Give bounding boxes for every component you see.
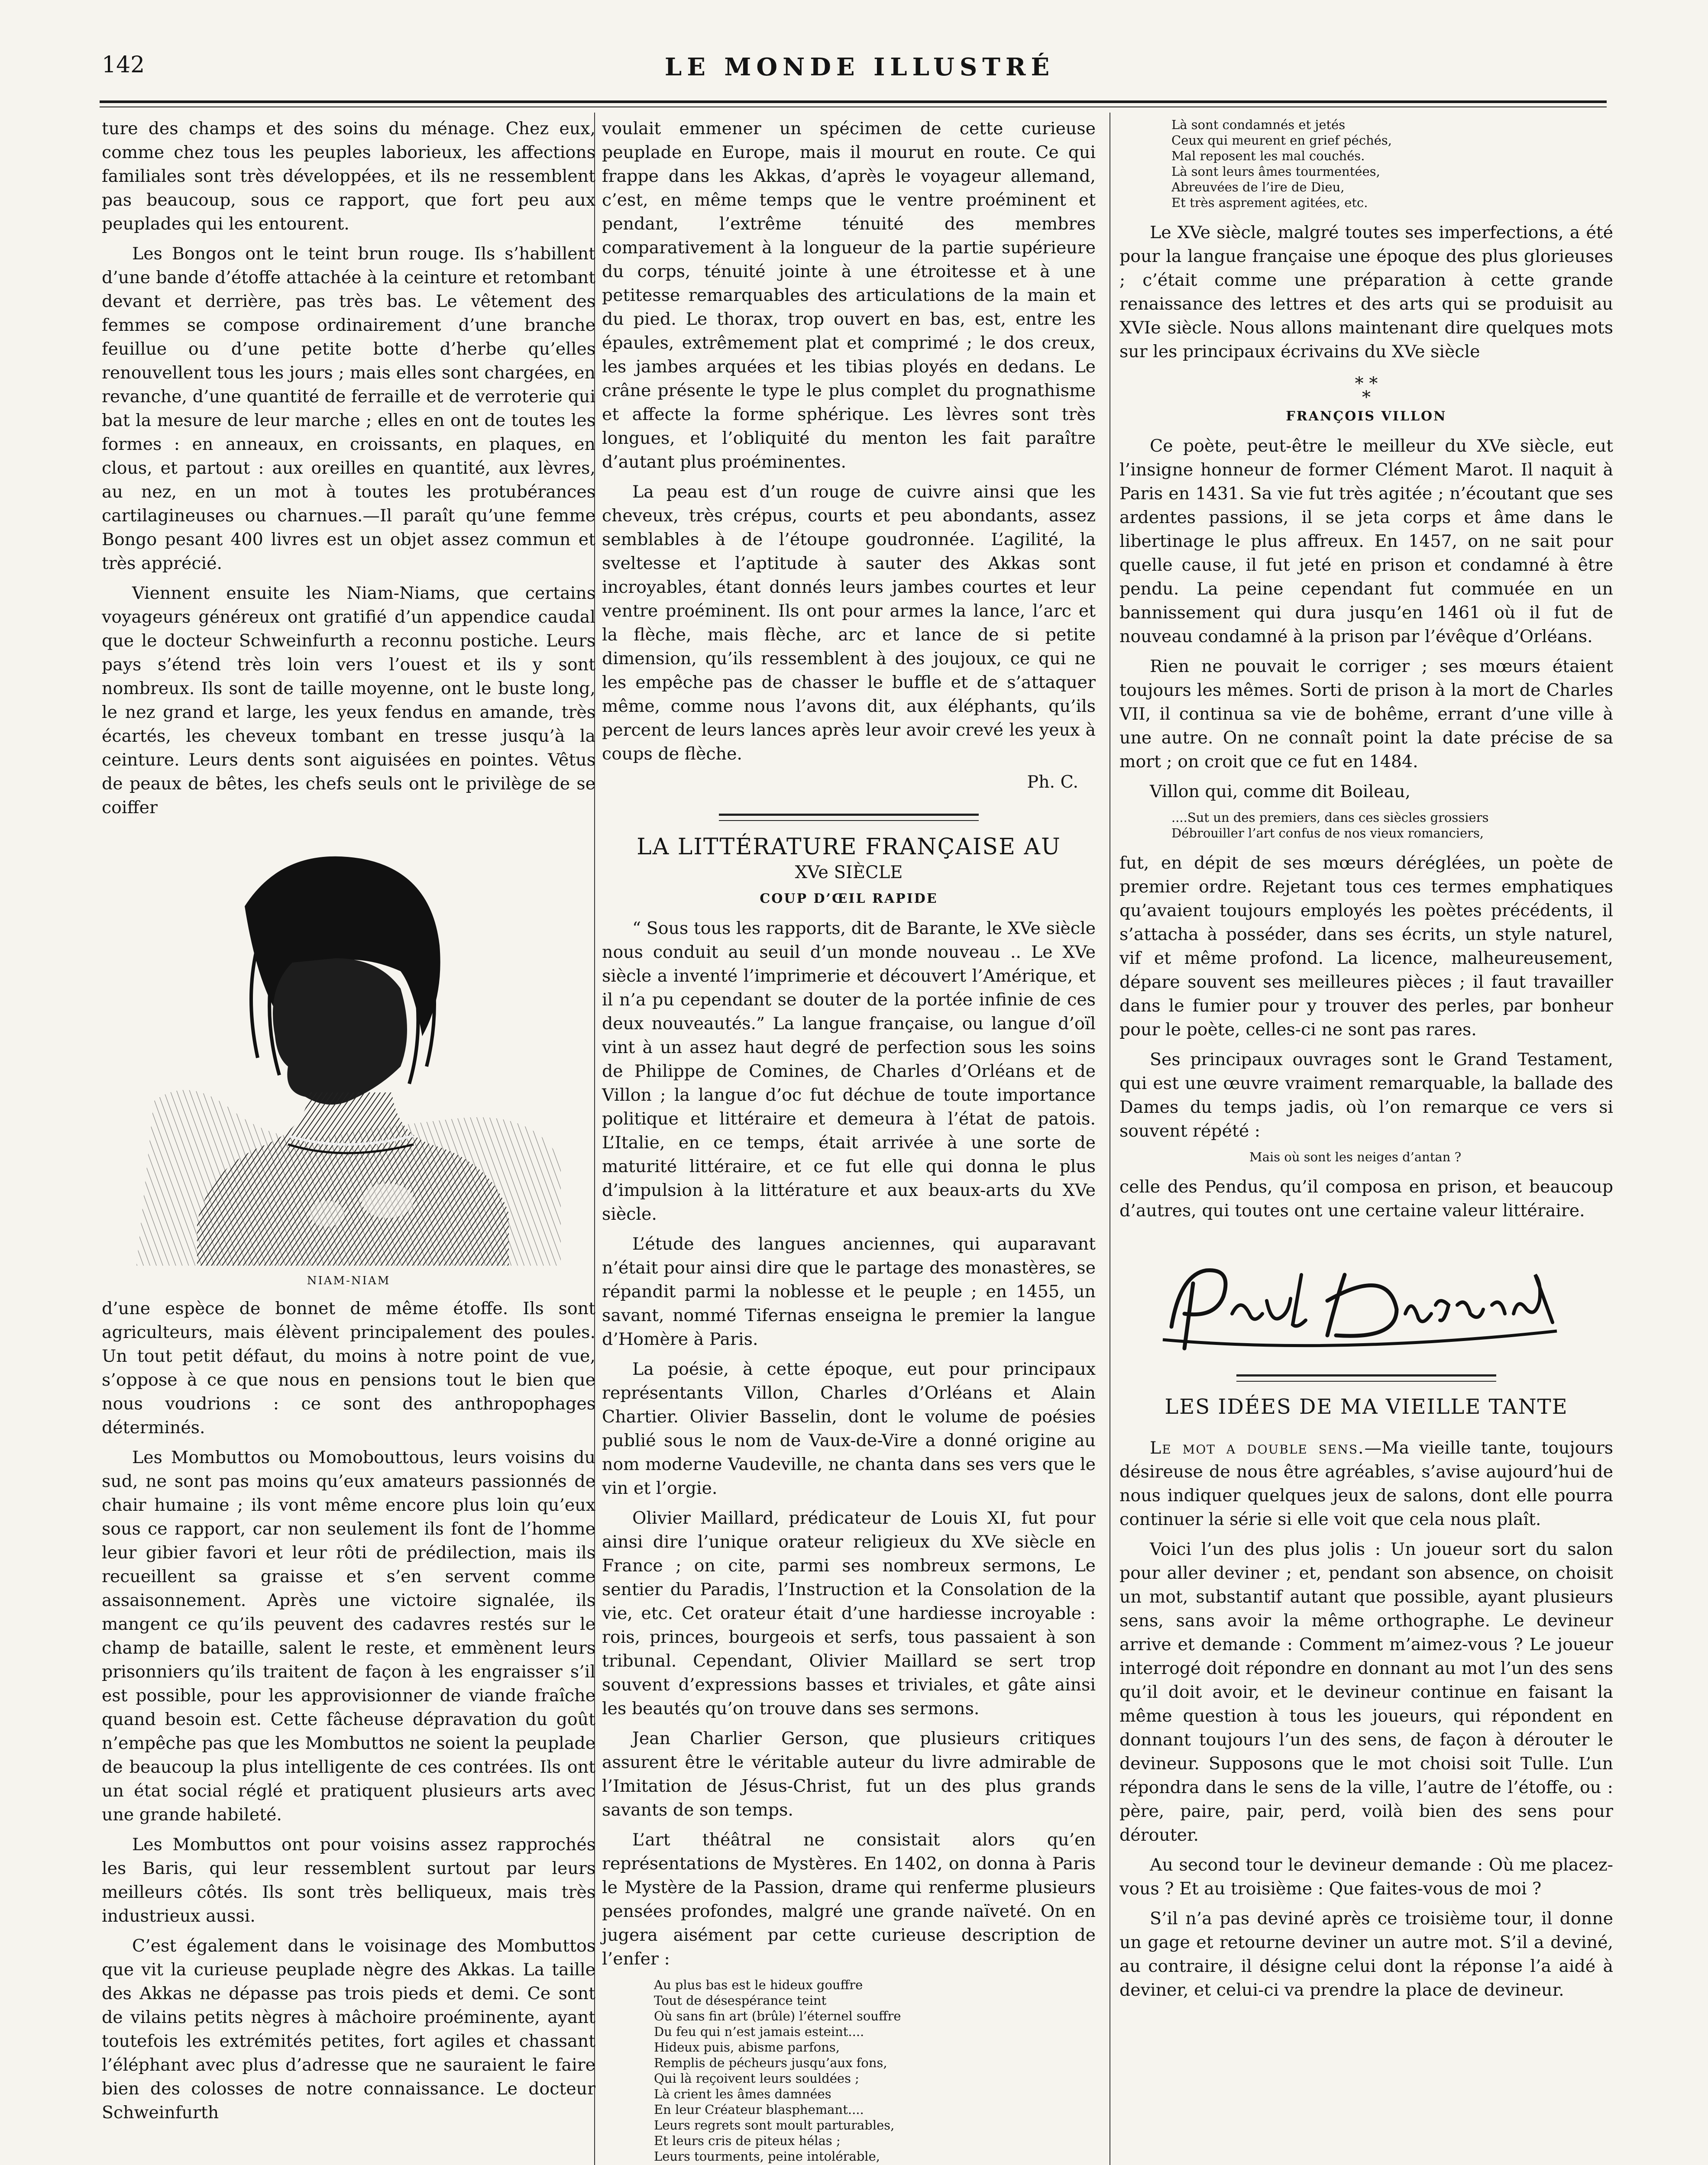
masthead: LE MONDE ILLUSTRÉ <box>664 53 1055 81</box>
paragraph: celle des Pendus, qu’il composa en prison, et beaucoup d’autres, qui toutes ont une certaine valeur littéraire. <box>1119 1177 1613 1221</box>
paragraph: Le XVe siècle, malgré toutes ses imperfections, a été pour la langue française une époque des plus glorieuses ; c’était comme une préparation à cette grande renaissance des lettres et des arts qui se produisit au XVIe siècle. Nous allons maintenant dire quelques mots sur les principaux écrivains du XVe siècle <box>1119 223 1613 362</box>
header-rule <box>100 100 1607 103</box>
verse-quote: Mais où sont les neiges d’antan ? <box>1249 1150 1462 1164</box>
article-title: LES IDÉES DE MA VIEILLE TANTE <box>1165 1395 1568 1419</box>
paragraph: Les Mombuttos ou Momobouttous, leurs voisins du sud, ne sont pas moins qu’eux amateurs passionnés de chair humaine ; ils vont même encore plus loin qu’eux sous ce rapport, car non seulement ils font de l’homme leur gibier favori et leur rôti de prédilection, mais ils recueillent sa graisse et s’en servent comme assaisonnement. Après une victoire signalée, ils mangent ce qu’ils peuvent des cadavres restés sur le champ de bataille, salent le reste, et emmènent leurs prisonniers qu’ils traitent de façon à les engraisser s’il est possible, pour les approvisionner de viande fraîche quand besoin est. Cette fâcheuse dépravation du goût n’empêche pas que les Mombuttos ne soient la peuplade de beaucoup la plus intelligente de ces contrées. Ils ont un état social réglé et pratiquent plusieurs arts avec une grande habileté. <box>102 1448 595 1825</box>
paragraph: L’art théâtral ne consistait alors qu’en représentations de Mystères. En 1402, on donna à Paris le Mystère de la Passion, drame qui renferme plusieurs pensées profondes, malgré une grande naïveté. On en jugera aisément par cette curieuse description de l’enfer : <box>602 1830 1096 1969</box>
paragraph: La poésie, à cette époque, eut pour principaux représentants Villon, Charles d’Orléans et Alain Chartier. Olivier Basselin, dont le volume de poésies publié sous le nom de Vaux-de-Vire a donné origine au nom moderne Vaudeville, ne chanta dans ses vers que le vin et l’orgie. <box>602 1359 1096 1498</box>
verse-quote: ....Sut un des premiers, dans ces siècles grossiers Débrouiller l’art confus de nos vieux romanciers, <box>1171 810 1489 840</box>
paragraph: Ses principaux ouvrages sont le Grand Testament, qui est une œuvre vraiment remarquable, la ballade des Dames du temps jadis, où l’on remarque ce vers si souvent répété : <box>1119 1050 1613 1141</box>
column-2 <box>602 117 1096 2165</box>
section-rule-thin <box>1236 1381 1496 1382</box>
paragraph: Les Bongos ont le teint brun rouge. Ils s’habillent d’une bande d’étoffe attachée à la ceinture et retombant devant et derrière, pas très bas. Le vêtement des femmes se compose ordinairement d’une branche feuillue ou d’une petite botte d’herbe qu’elles renouvellent tous les jours ; mais elles sont chargées, en revanche, d’une quantité de ferraille et de verroterie qui bat la mesure de leur marche ; elles en ont de toutes les formes : en anneaux, en croissants, en plaques, en clous, et partout : aux oreilles en quantité, aux lèvres, au nez, en un mot à toutes les protubérances cartilagineuses ou charnues.—Il paraît qu’une femme Bongo pesant 400 livres est un objet assez commun et très apprécié. <box>102 244 595 573</box>
paragraph: Jean Charlier Gerson, que plusieurs critiques assurent être le véritable auteur du livre admirable de l’Imitation de Jésus-Christ, fut un des plus grands savants de son temps. <box>602 1729 1096 1820</box>
paragraph: L’étude des langues anciennes, qui auparavant n’était pour ainsi dire que le partage des monastères, se répandit parmi la noblesse et le peuple ; en 1455, un savant, nommé Tifernas enseigna le premier la langue d’Homère à Paris. <box>602 1234 1096 1349</box>
article-title-line2: XVe SIÈCLE <box>795 863 903 882</box>
paragraph: Rien ne pouvait le corriger ; ses mœurs étaient toujours les mêmes. Sorti de prison à la mort de Charles VII, il continua sa vie de bohême, errant d’une ville à une autre. On ne connaît point la date précise de sa mort ; on croit que ce fut en 1484. <box>1119 656 1613 772</box>
paragraph: Voici l’un des plus jolis : Un joueur sort du salon pour aller deviner ; et, pendant son absence, on choisit un mot, substantif autant que possible, ayant plusieurs sens, sans avoir la même orthographe. Le devineur arrive et demande : Comment m’aimez-vous ? Le joueur interrogé doit répondre en donnant au mot l’un des sens qu’il doit avoir, et le devineur continue en faisant la même question à tous les joueurs, qui répondent en donnant toujours l’un des sens, de façon à dérouter le devineur. Supposons que le mot choisi soit Tulle. L’un répondra dans le sens de la ville, l’autre de l’étoffe, ou : père, paire, pair, perd, voilà bien des sens pour dérouter. <box>1119 1539 1613 1845</box>
verse-quote: Là sont condamnés et jetés Ceux qui meurent en grief péchés, Mal reposent les mal couchés. Là sont leurs âmes tourmentées, Abreuvées de l’ire de Dieu, Et très asprement agitées, etc. <box>1171 117 1392 210</box>
page-number: 142 <box>102 52 145 78</box>
column-3 <box>1119 117 1613 2008</box>
section-stars: * * * <box>1355 374 1378 407</box>
autograph-signature <box>1119 1249 1613 1361</box>
paragraph: d’une espèce de bonnet de même étoffe. Ils sont agriculteurs, mais élèvent principalement des poules. Un tout petit défaut, du moins à notre point de vue, s’oppose à ce que nous en pensions tout le bien que nous voudrions : ce sont des anthropophages déterminés. <box>102 1299 595 1438</box>
paragraph: “ Sous tous les rapports, dit de Barante, le XVe siècle nous conduit au seuil d’un monde nouveau .. Le XVe siècle a inventé l’imprimerie et découvert l’Amérique, et il n’a pu cependant se douter de la portée infinie de ces deux nouveautés.” La langue française, ou langue d’oïl vint à un assez haut degré de perfection sous les soins de Philippe de Comines, de Charles d’Orléans et de Villon ; la langue d’oc fut déchue de toute importance politique et littéraire et demeura à l’état de patois. L’Italie, en ce temps, était arrivée à une sorte de maturité littéraire, et ce fut elle qui donna le plus d’impulsion à la littérature et aux beaux-arts du XVe siècle. <box>602 918 1096 1224</box>
paragraph: Olivier Maillard, prédicateur de Louis XI, fut pour ainsi dire l’unique orateur religieux du XVe siècle en France ; on cite, parmi ses nombreux sermons, Le sentier du Paradis, l’Instruction et la Consolation de la vie, etc. Cet orateur était d’une hardiesse incroyable : rois, princes, bourgeois et serfs, tous passaient à son tribunal. Cependant, Olivier Maillard se sert trop souvent d’expressions basses et triviales, et gâte ainsi les beautés qu’on trouve dans ses sermons. <box>602 1508 1096 1719</box>
paragraph <box>1119 1436 1613 1532</box>
paragraph: fut, en dépit de ses mœurs déréglées, un poète de premier ordre. Rejetant tous ces termes emphatiques qu’avaient toujours employés les poètes précédents, il s’attacha à posséder, dans ses écrits, un style naturel, vif et même profond. La licence, malheureusement, dépare souvent ses meilleures pièces ; il faut travailler dans le fumier pour y trouver des perles, par bonheur pour le poète, celles-ci ne sont pas rares. <box>1119 853 1613 1040</box>
column-1 <box>102 117 595 2131</box>
section-rule-thin <box>719 820 979 821</box>
section-rule <box>1236 1374 1496 1377</box>
paragraph: Viennent ensuite les Niam-Niams, que certains voyageurs généreux ont gratifié d’un appendice caudal que le docteur Schweinfurth a reconnu postiche. Leurs pays s’étend très loin vers l’ouest et ils y sont nombreux. Ils sont de taille moyenne, ont le buste long, le nez grand et large, les yeux fendus en amande, très écartés, les cheveux tombant en tresse jusqu’à la ceinture. Leurs dents sont aiguisées en pointes. Vêtus de peaux de bêtes, les chefs seuls ont le privilège de se coiffer <box>102 583 595 818</box>
image-caption: NIAM-NIAM <box>307 1274 391 1287</box>
niam-niam-engraving <box>102 833 591 1270</box>
paragraph: La peau est d’un rouge de cuivre ainsi que les cheveux, très crépus, courts et peu abondants, assez semblables à de l’étoupe goudronnée. L’agilité, la sveltesse et l’aptitude à sauter des Akkas sont incroyables, étant donnés leurs jambes courtes et leur ventre proéminent. Ils ont pour armes la lance, l’arc et la flèche, mais flèche, arc et lance de si petite dimension, qu’ils ressemblent à des joujoux, ce qui ne les empêche pas de chasser le buffle et de s’attaquer même, comme nous l’avons dit, aux éléphants, qu’ils percent de leurs lances après leur avoir crevé les yeux à coups de flèche. <box>602 482 1096 764</box>
verse-quote: Au plus bas est le hideux gouffre Tout de désespérance teint Où sans fin art (brûle) l’éternel souffre Du feu qui n’est jamais esteint.... Hideux puis, abisme parfons, Remplis de pécheurs jusqu’aux fons, Qui là reçoivent leurs souldées ; Là crient les âmes damnées En leur Créateur blasphemant.... Leurs regrets sont moult parturables, Et leurs cris de piteux hélas ; Leurs tourments, peine intolérable, <box>654 1978 901 2164</box>
paragraph: S’il n’a pas deviné après ce troisième tour, il donne un gage et retourne deviner un autre mot. S’il a deviné, au contraire, il désigne celui dont la réponse l’a aidé à deviner, et celui-ci va prendre la place de devineur. <box>1119 1909 1613 2000</box>
paragraph: C’est également dans le voisinage des Mombuttos que vit la curieuse peuplade nègre des Akkas. La taille des Akkas ne dépasse pas trois pieds et demi. Ce sont de vilains petits nègres à mâchoire proéminente, ayant toutefois les extrémités petites, fort agiles et chassant l’éléphant avec plus d’adresse que ne sauraient le faire bien des colosses de notre connaissance. Le docteur Schweinfurth <box>102 1936 595 2123</box>
paragraph: ture des champs et des soins du ménage. Chez eux, comme chez tous les peuples laborieux, les affections familiales sont très développées, et ils ne ressemblent pas beaucoup, sous ce rapport, que fort peu aux peuplades qui les entourent. <box>102 119 595 234</box>
paragraph: Villon qui, comme dit Boileau, <box>1150 782 1411 801</box>
paragraph: Ce poète, peut-être le meilleur du XVe siècle, eut l’insigne honneur de former Clément Marot. Il naquit à Paris en 1431. Sa vie fut très agitée ; n’écoutant que ses ardentes passions, il se jeta corps et âme dans le libertinage le plus affreux. En 1457, on ne sait pour quelle cause, il fut jeté en prison et condamné à être pendu. La peine cependant fut commuée en un bannissement qui dura jusqu’en 1461 où il fut de nouveau condamné à la prison par l’évêque d’Orléans. <box>1119 436 1613 646</box>
article-subtitle: COUP D’ŒIL RAPIDE <box>760 891 938 906</box>
paragraph: voulait emmener un spécimen de cette curieuse peuplade en Europe, mais il mourut en route. Ce qui frappe dans les Akkas, d’après le voyageur allemand, c’est, en même temps que le ventre proéminent et pendant, l’extrême ténuité des membres comparativement à la longueur de la partie supérieure du corps, ténuité jointe à une étroitesse et à une petitesse remarquables des articulations de la main et du pied. Le thorax, trop ouvert en bas, est, entre les épaules, extrêmement plat et comprimé ; le dos creux, les jambes arquées et les tibias ployés en dedans. Le crâne présente le type le plus complet du prognathisme et affecte la forme sphérique. Les lèvres sont très longues, et l’obliquité du menton les fait paraître d’autant plus proéminentes. <box>602 119 1096 472</box>
section-rule <box>719 814 979 816</box>
paragraph-body: —Ma vieille tante, toujours désireuse de nous être agréables, s’avise aujourd’hui de nous indiquer quelques jeux de salons, dont elle pourra continuer la série si elle voit que cela nous plaît. <box>1119 1438 1613 1529</box>
article-title: LA LITTÉRATURE FRANÇAISE AU <box>637 834 1061 860</box>
paragraph: Au second tour le devineur demande : Où me placez-vous ? Et au troisième : Que faites-vous de moi ? <box>1119 1855 1613 1899</box>
paragraph: Les Mombuttos ont pour voisins assez rapprochés les Baris, qui leur ressemblent surtout par leurs meilleurs côtés. Ils sont très belliqueux, mais très industrieux aussi. <box>102 1835 595 1926</box>
article-signature: Ph. C. <box>1027 772 1078 792</box>
paragraph-lead: Le mot a double sens. <box>1150 1438 1365 1458</box>
section-heading: FRANÇOIS VILLON <box>1286 409 1447 424</box>
